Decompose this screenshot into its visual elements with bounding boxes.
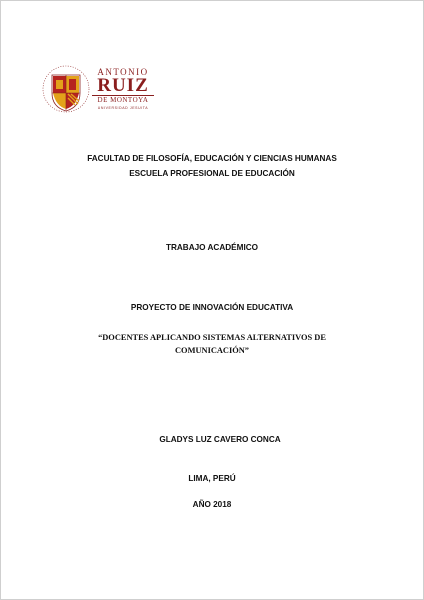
logo-wordmark: [92, 67, 154, 111]
project-title-line-2: COMUNICACIÓN”: [175, 346, 249, 355]
faculty-heading: FACULTAD DE FILOSOFÍA, EDUCACIÓN Y CIENCIAS HUMANAS: [87, 154, 337, 163]
logo-line-2: RUIZ: [97, 75, 149, 96]
author-name: GLADYS LUZ CAVERO CONCA: [159, 435, 281, 444]
project-title-line-1: “DOCENTES APLICANDO SISTEMAS ALTERNATIVOS DE: [98, 333, 326, 342]
logo-line-3: DE MONTOYA: [92, 95, 154, 105]
project-type: PROYECTO DE INNOVACIÓN EDUCATIVA: [130, 303, 294, 312]
logo-line-4: UNIVERSIDAD JESUITA: [97, 106, 149, 110]
year: AÑO 2018: [192, 500, 232, 509]
work-type: TRABAJO ACADÉMICO: [165, 243, 259, 252]
location: LIMA, PERÚ: [188, 474, 236, 483]
university-logo: [42, 63, 154, 115]
crest-icon: [42, 63, 90, 115]
school-heading: ESCUELA PROFESIONAL DE EDUCACIÓN: [129, 169, 295, 178]
logo-line-1: ANTONIO: [97, 67, 149, 77]
